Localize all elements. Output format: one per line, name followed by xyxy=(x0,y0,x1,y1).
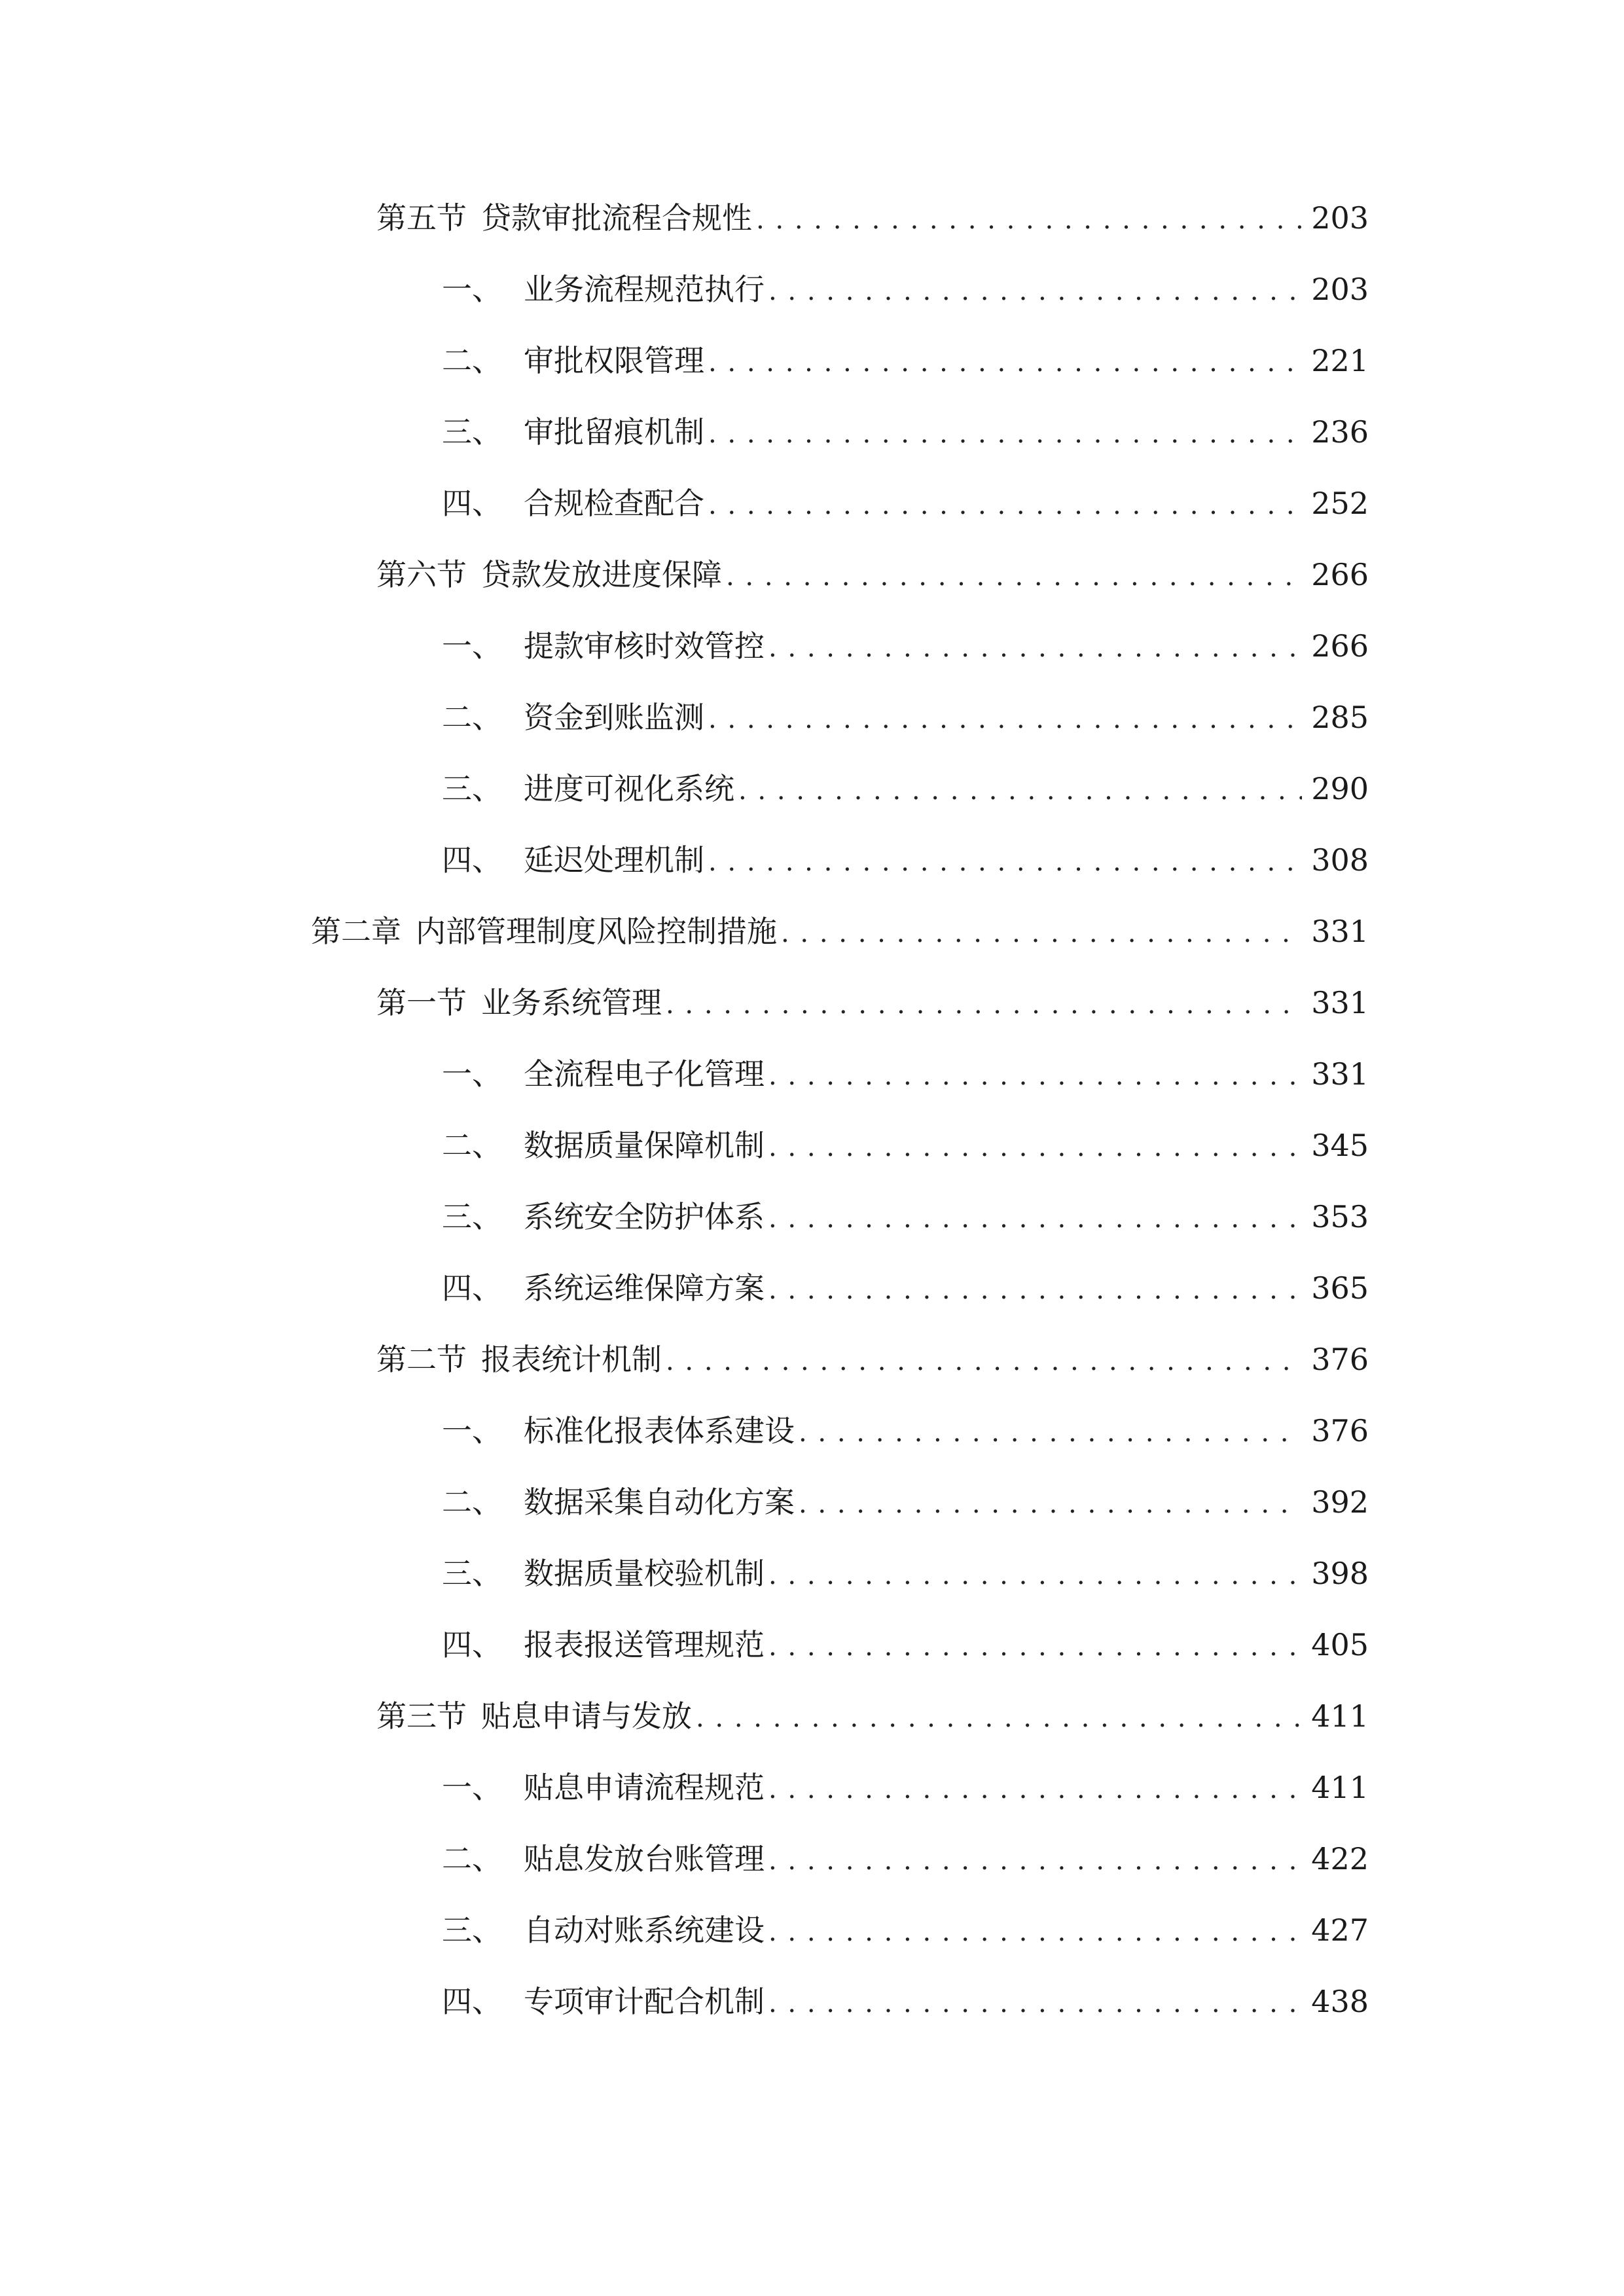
dot-leader xyxy=(768,1196,1302,1242)
toc-entry-item[interactable] xyxy=(442,1051,1369,1097)
dot-leader xyxy=(696,1695,1302,1741)
entry-prefix: 一、 xyxy=(442,1770,502,1805)
entry-title: 审批权限管理 xyxy=(524,343,704,378)
entry-prefix: 三、 xyxy=(442,414,502,450)
entry-title: 贷款审批流程合规性 xyxy=(481,200,752,236)
page-number: 221 xyxy=(1311,343,1369,378)
toc-entry-item[interactable] xyxy=(442,1836,1369,1882)
page-number: 266 xyxy=(1311,628,1369,664)
entry-title: 内部管理制度风险控制措施 xyxy=(416,914,777,949)
entry-prefix: 二、 xyxy=(442,1128,502,1163)
dot-leader xyxy=(768,625,1302,671)
entry-prefix: 四、 xyxy=(442,486,502,521)
dot-leader xyxy=(768,1124,1302,1170)
toc-entry-item[interactable] xyxy=(442,766,1369,812)
page-number: 345 xyxy=(1311,1128,1369,1163)
page-number: 392 xyxy=(1311,1484,1369,1520)
toc-entry-item[interactable] xyxy=(442,266,1369,312)
dot-leader xyxy=(666,982,1302,1028)
page-number: 427 xyxy=(1311,1912,1369,1948)
page-number: 331 xyxy=(1311,914,1369,949)
entry-title: 标准化报表体系建设 xyxy=(524,1413,795,1448)
dot-leader xyxy=(768,1838,1302,1884)
toc-entry-item[interactable] xyxy=(442,480,1369,526)
dot-leader xyxy=(768,268,1302,314)
entry-prefix: 二、 xyxy=(442,1484,502,1520)
entry-prefix: 四、 xyxy=(442,1627,502,1662)
toc-entry-item[interactable] xyxy=(442,1551,1369,1596)
toc-entry-section[interactable] xyxy=(376,1693,1369,1739)
entry-prefix: 三、 xyxy=(442,1556,502,1591)
entry-title: 贴息发放台账管理 xyxy=(524,1841,765,1876)
entry-prefix: 四、 xyxy=(442,842,502,878)
toc-entry-item[interactable] xyxy=(442,1622,1369,1668)
entry-prefix: 二、 xyxy=(442,343,502,378)
entry-title: 专项审计配合机制 xyxy=(524,1984,765,2019)
entry-title: 贴息申请与发放 xyxy=(481,1698,692,1734)
page-number: 203 xyxy=(1311,272,1369,307)
page-number: 438 xyxy=(1311,1984,1369,2019)
entry-prefix: 第三节 xyxy=(376,1698,467,1734)
entry-prefix: 三、 xyxy=(442,1912,502,1948)
dot-leader xyxy=(708,839,1302,885)
toc-entry-item[interactable] xyxy=(442,1408,1369,1454)
entry-prefix: 一、 xyxy=(442,1413,502,1448)
dot-leader xyxy=(781,910,1302,956)
entry-title: 合规检查配合 xyxy=(524,486,704,521)
entry-prefix: 一、 xyxy=(442,628,502,664)
entry-title: 业务流程规范执行 xyxy=(524,272,765,307)
page-number: 285 xyxy=(1311,700,1369,735)
toc-entry-item[interactable] xyxy=(442,1765,1369,1810)
entry-title: 系统安全防护体系 xyxy=(524,1199,765,1234)
entry-prefix: 四、 xyxy=(442,1270,502,1306)
toc-entry-item[interactable] xyxy=(442,409,1369,455)
entry-title: 延迟处理机制 xyxy=(524,842,704,878)
dot-leader xyxy=(768,1053,1302,1099)
page-number: 422 xyxy=(1311,1841,1369,1876)
dot-leader xyxy=(666,1338,1302,1384)
page-number: 353 xyxy=(1311,1199,1369,1234)
entry-prefix: 第二章 xyxy=(311,914,401,949)
entry-prefix: 第一节 xyxy=(376,985,467,1020)
entry-title: 全流程电子化管理 xyxy=(524,1056,765,1092)
page-number: 266 xyxy=(1311,557,1369,592)
dot-leader xyxy=(708,411,1302,457)
entry-prefix: 二、 xyxy=(442,1841,502,1876)
toc-entry-chapter[interactable] xyxy=(311,908,1369,954)
toc-entry-section[interactable] xyxy=(376,552,1369,598)
toc-entry-item[interactable] xyxy=(442,1122,1369,1168)
toc-entry-section[interactable] xyxy=(376,1336,1369,1382)
dot-leader xyxy=(708,696,1302,742)
entry-prefix: 第六节 xyxy=(376,557,467,592)
page-number: 331 xyxy=(1311,1056,1369,1092)
dot-leader xyxy=(768,1981,1302,2026)
entry-title: 数据质量校验机制 xyxy=(524,1556,765,1591)
dot-leader xyxy=(799,1481,1302,1527)
toc-entry-item[interactable] xyxy=(442,1265,1369,1311)
entry-title: 报表报送管理规范 xyxy=(524,1627,765,1662)
toc-entry-item[interactable] xyxy=(442,1907,1369,1953)
entry-prefix: 三、 xyxy=(442,771,502,806)
page-number: 411 xyxy=(1311,1770,1369,1805)
entry-prefix: 第二节 xyxy=(376,1342,467,1377)
entry-title: 系统运维保障方案 xyxy=(524,1270,765,1306)
page-number: 405 xyxy=(1311,1627,1369,1662)
entry-title: 贴息申请流程规范 xyxy=(524,1770,765,1805)
toc-entry-item[interactable] xyxy=(442,1194,1369,1240)
entry-title: 报表统计机制 xyxy=(481,1342,662,1377)
dot-leader xyxy=(726,554,1302,600)
entry-prefix: 二、 xyxy=(442,700,502,735)
toc-entry-item[interactable] xyxy=(442,1979,1369,2024)
entry-title: 数据质量保障机制 xyxy=(524,1128,765,1163)
page-number: 308 xyxy=(1311,842,1369,878)
entry-prefix: 第五节 xyxy=(376,200,467,236)
dot-leader xyxy=(756,197,1302,243)
toc-entry-item[interactable] xyxy=(442,837,1369,883)
page-number: 376 xyxy=(1311,1413,1369,1448)
entry-prefix: 一、 xyxy=(442,1056,502,1092)
toc-entry-item[interactable] xyxy=(442,623,1369,669)
toc-entry-section[interactable] xyxy=(376,980,1369,1026)
entry-title: 审批留痕机制 xyxy=(524,414,704,450)
entry-title: 提款审核时效管控 xyxy=(524,628,765,664)
page-number: 236 xyxy=(1311,414,1369,450)
entry-title: 资金到账监测 xyxy=(524,700,704,735)
entry-title: 业务系统管理 xyxy=(481,985,662,1020)
page-number: 376 xyxy=(1311,1342,1369,1377)
dot-leader xyxy=(799,1410,1302,1456)
toc-entry-section[interactable] xyxy=(376,195,1369,241)
dot-leader xyxy=(738,768,1302,814)
entry-prefix: 三、 xyxy=(442,1199,502,1234)
toc-entry-item[interactable] xyxy=(442,694,1369,740)
entry-prefix: 一、 xyxy=(442,272,502,307)
toc-entry-item[interactable] xyxy=(442,1479,1369,1525)
page-number: 331 xyxy=(1311,985,1369,1020)
dot-leader xyxy=(768,1767,1302,1812)
page-number: 411 xyxy=(1311,1698,1369,1734)
page-number: 398 xyxy=(1311,1556,1369,1591)
entry-title: 数据采集自动化方案 xyxy=(524,1484,795,1520)
page-number: 365 xyxy=(1311,1270,1369,1306)
toc-entry-item[interactable] xyxy=(442,338,1369,384)
entry-prefix: 四、 xyxy=(442,1984,502,2019)
page-number: 252 xyxy=(1311,486,1369,521)
dot-leader xyxy=(708,482,1302,528)
dot-leader xyxy=(708,340,1302,386)
dot-leader xyxy=(768,1909,1302,1955)
dot-leader xyxy=(768,1624,1302,1670)
entry-title: 贷款发放进度保障 xyxy=(481,557,722,592)
page-number: 203 xyxy=(1311,200,1369,236)
dot-leader xyxy=(768,1552,1302,1598)
page-number: 290 xyxy=(1311,771,1369,806)
entry-title: 自动对账系统建设 xyxy=(524,1912,765,1948)
dot-leader xyxy=(768,1267,1302,1313)
entry-title: 进度可视化系统 xyxy=(524,771,734,806)
